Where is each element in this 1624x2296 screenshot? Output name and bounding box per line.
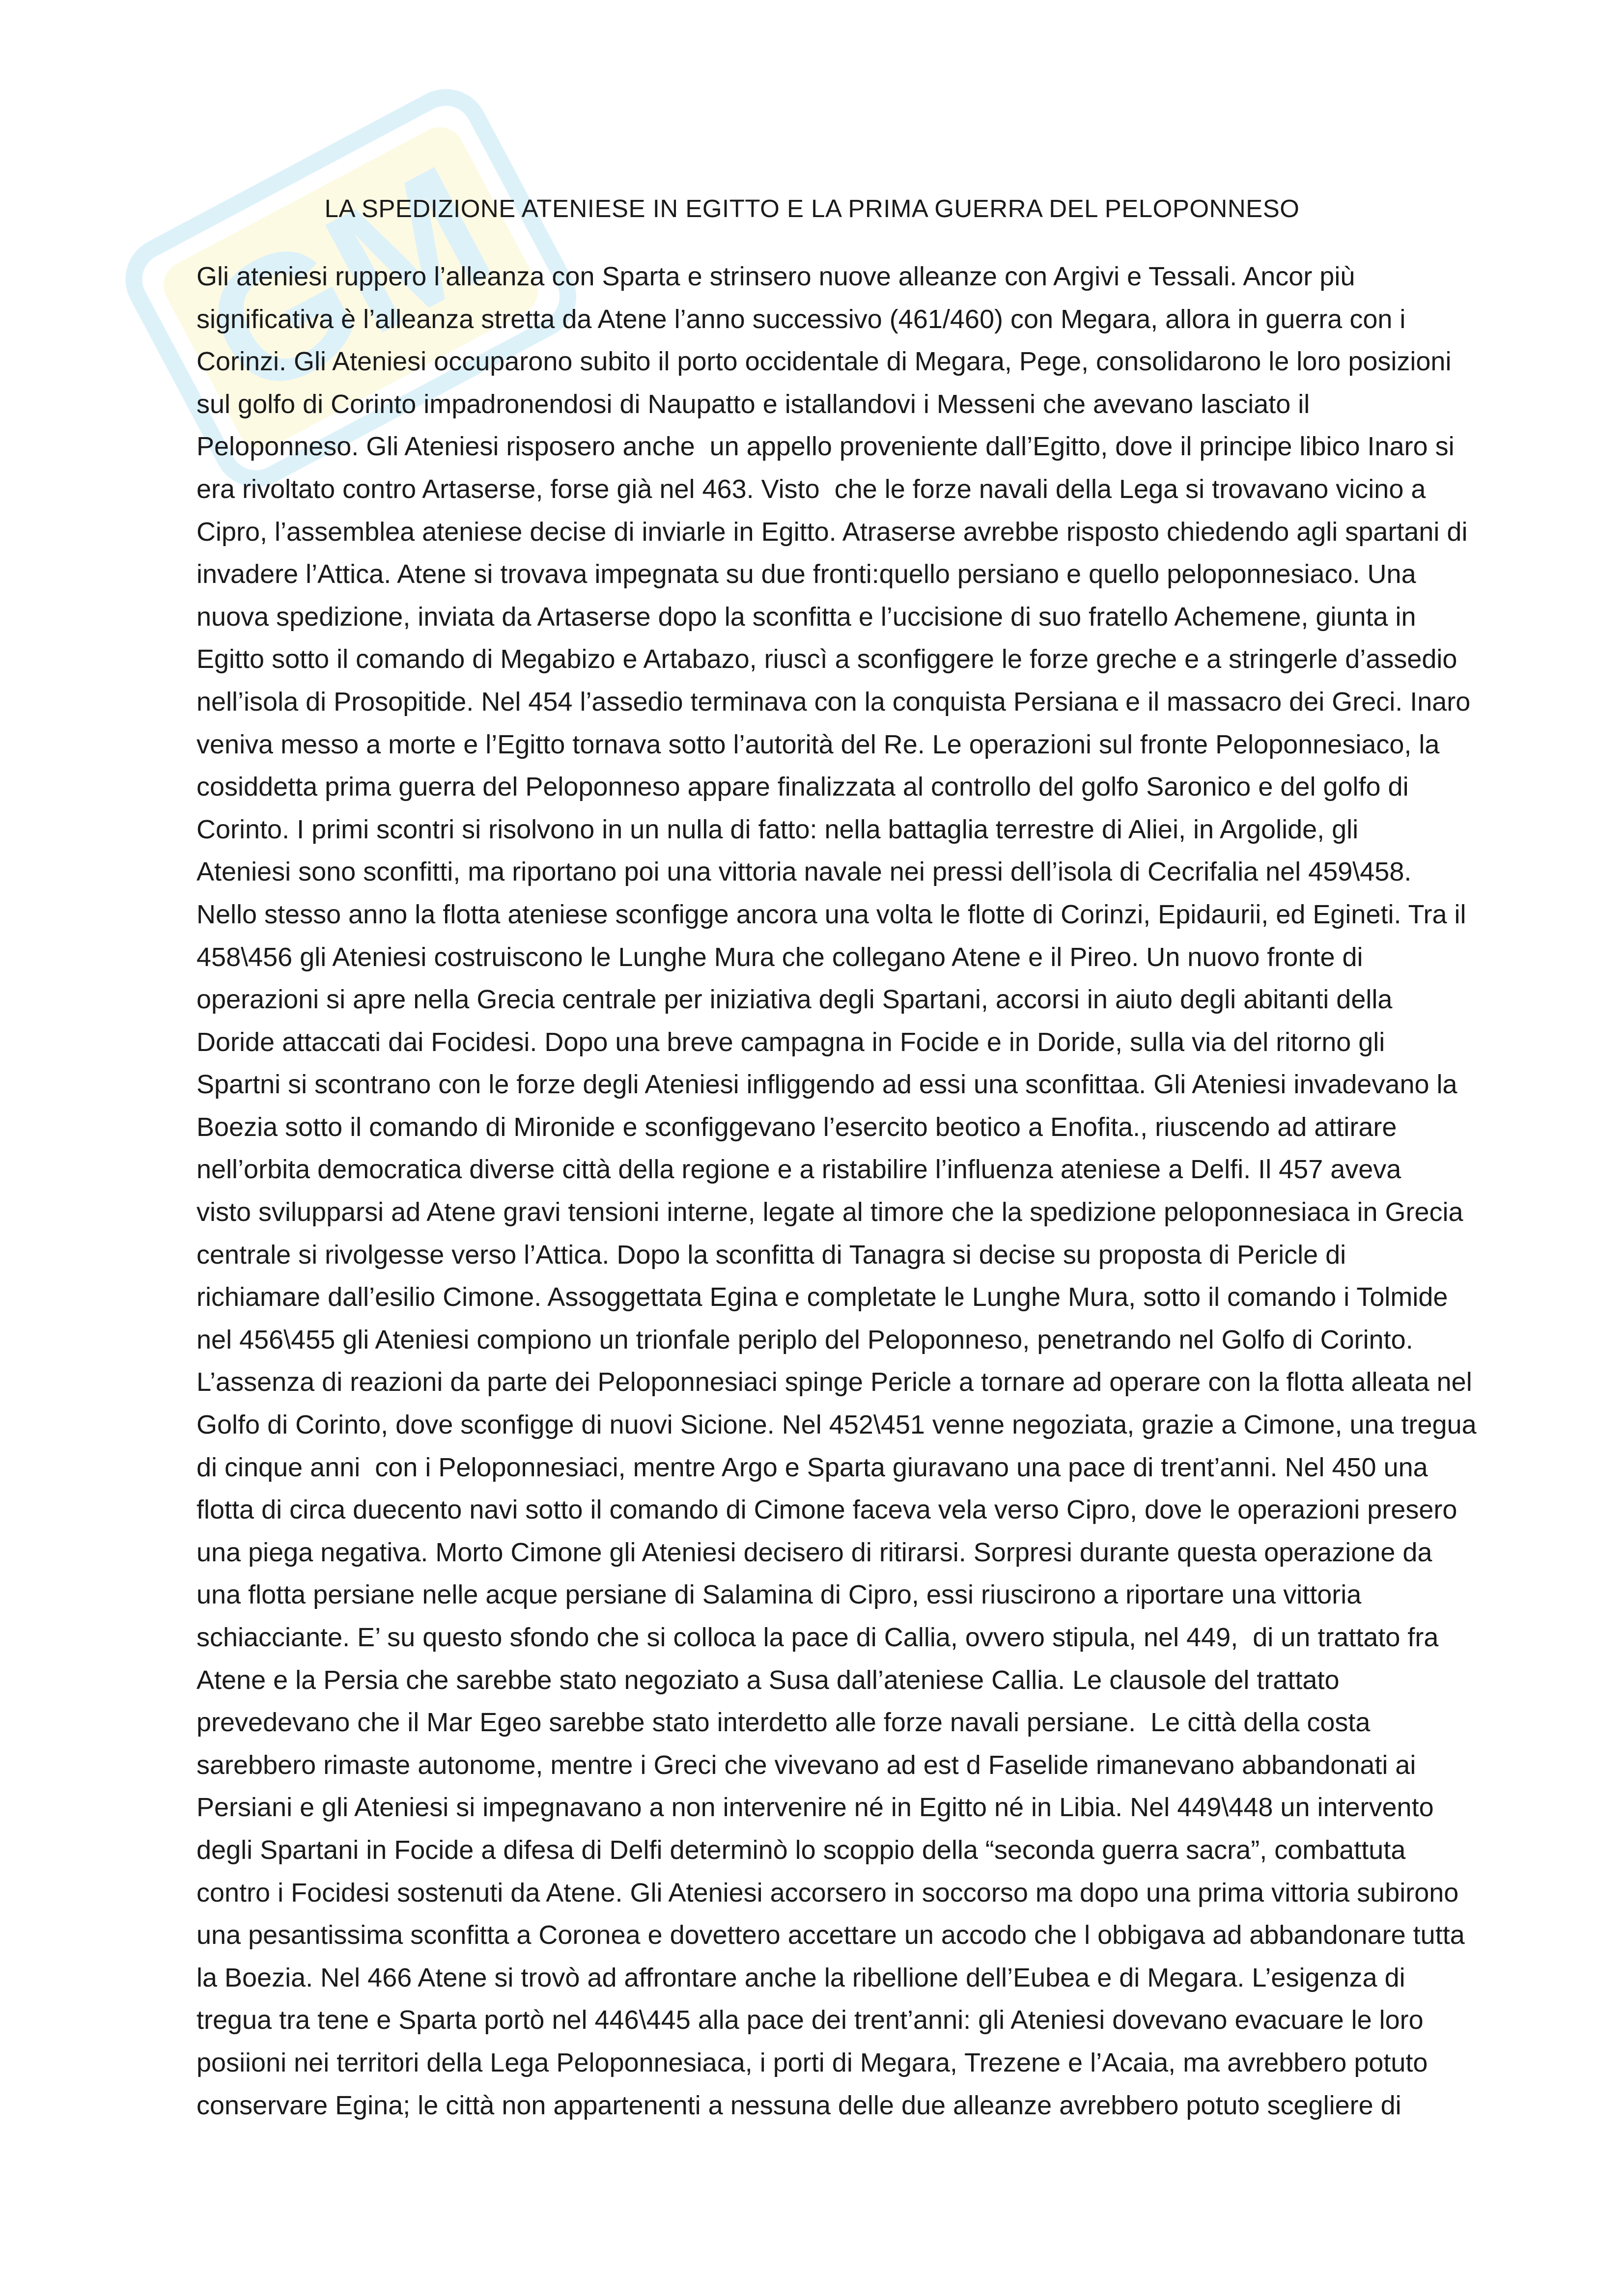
body-line: Persiani e gli Ateniesi si impegnavano a non intervenire né in Egitto né in Libia. Nel 449\448 un intervento [196, 1793, 1434, 1823]
body-line: Atene e la Persia che sarebbe stato negoziato a Susa dall’ateniese Callia. Le clausole del trattato [196, 1665, 1340, 1695]
body-line: nell’orbita democratica diverse città della regione e a ristabilire l’influenza ateniese a Delfi. Il 457 aveva [196, 1155, 1401, 1185]
body-line: 458\456 gli Ateniesi costruiscono le Lunghe Mura che collegano Atene e il Pireo. Un nuovo fronte di [196, 942, 1363, 972]
page-title: LA SPEDIZIONE ATENIESE IN EGITTO E LA PRIMA GUERRA DEL PELOPONNESO [324, 194, 1300, 222]
watermark-label: GM [175, 128, 520, 436]
body-line: Spartni si scontrano con le forze degli Ateniesi infliggendo ad essi una sconfittaa. Gli Ateniesi invadevano la [196, 1070, 1457, 1100]
body-line: Cipro, l’assemblea ateniese decise di inviarle in Egitto. Atraserse avrebbe risposto chiedendo agli spartani di [196, 517, 1468, 547]
body-text [196, 255, 1477, 2127]
body-line: Ateniesi sono sconfitti, ma riportano poi una vittoria navale nei pressi dell’isola di Cecrifalia nel 459\458. [196, 857, 1412, 887]
body-line: nel 456\455 gli Ateniesi compiono un trionfale periplo del Peloponneso, penetrando nel Golfo di Corinto. [196, 1325, 1413, 1355]
body-line: tregua tra tene e Sparta portò nel 446\445 alla pace dei trent’anni: gli Ateniesi dovevano evacuare le loro [196, 2005, 1424, 2035]
body-line: nuova spedizione, inviata da Artaserse dopo la sconfitta e l’uccisione di suo fratello Achemene, giunta in [196, 602, 1416, 632]
body-line: invadere l’Attica. Atene si trovava impegnata su due fronti:quello persiano e quello peloponnesiaco. Una [196, 559, 1416, 589]
body-line: richiamare dall’esilio Cimone. Assoggettata Egina e completate le Lunghe Mura, sotto il comando i Tolmide [196, 1282, 1448, 1312]
body-line: centrale si rivolgesse verso l’Attica. Dopo la sconfitta di Tanagra si decise su proposta di Pericle di [196, 1240, 1346, 1270]
body-line: visto svilupparsi ad Atene gravi tensioni interne, legate al timore che la spedizione peloponnesiaca in Grecia [196, 1197, 1463, 1227]
body-line: contro i Focidesi sostenuti da Atene. Gli Ateniesi accorsero in soccorso ma dopo una prima vittoria subirono [196, 1878, 1459, 1908]
body-line: Corinzi. Gli Ateniesi occuparono subito il porto occidentale di Megara, Pege, consolidarono le loro posizioni [196, 347, 1452, 377]
body-line: conservare Egina; le città non appartenenti a nessuna delle due alleanze avrebbero potuto scegliere di [196, 2090, 1401, 2120]
body-line: sul golfo di Corinto impadronendosi di Naupatto e istallandovi i Messeni che avevano lasciato il [196, 389, 1310, 419]
body-line: Golfo di Corinto, dove sconfigge di nuovi Sicione. Nel 452\451 venne negoziata, grazie a Cimone, una tregua [196, 1410, 1477, 1440]
body-line: posiioni nei territori della Lega Peloponnesiaca, i porti di Megara, Trezene e l’Acaia, ma avrebbero potuto [196, 2047, 1428, 2077]
body-line: Boezia sotto il comando di Mironide e sconfiggevano l’esercito beotico a Enofita., riuscendo ad attirare [196, 1112, 1397, 1142]
body-line: significativa è l’alleanza stretta da Atene l’anno successivo (461/460) con Megara, allora in guerra con i [196, 304, 1406, 334]
body-line: degli Spartani in Focide a difesa di Delfi determinò lo scoppio della “seconda guerra sacra”, combattuta [196, 1835, 1406, 1865]
body-line: sarebbero rimaste autonome, mentre i Greci che vivevano ad est d Faselide rimanevano abbandonati ai [196, 1750, 1416, 1780]
body-line: prevedevano che il Mar Egeo sarebbe stato interdetto alle forze navali persiane. Le città della costa [196, 1708, 1371, 1738]
body-line: Doride attaccati dai Focidesi. Dopo una breve campagna in Focide e in Doride, sulla via del ritorno gli [196, 1027, 1385, 1057]
body-line: Gli ateniesi ruppero l’alleanza con Sparta e strinsero nuove alleanze con Argivi e Tessali. Ancor più [196, 262, 1355, 291]
body-line: cosiddetta prima guerra del Peloponneso appare finalizzata al controllo del golfo Saronico e del golfo di [196, 772, 1409, 802]
body-line: una flotta persiane nelle acque persiane di Salamina di Cipro, essi riuscirono a riportare una vittoria [196, 1580, 1362, 1610]
body-line: di cinque anni con i Peloponnesiaci, mentre Argo e Sparta giuravano una pace di trent’anni. Nel 450 una [196, 1452, 1428, 1482]
body-line: nell’isola di Prosopitide. Nel 454 l’assedio terminava con la conquista Persiana e il massacro dei Greci. Inaro [196, 687, 1471, 717]
body-line: veniva messo a morte e l’Egitto tornava sotto l’autorità del Re. Le operazioni sul fronte Peloponnesiaco, la [196, 729, 1440, 759]
body-line: operazioni si apre nella Grecia centrale per iniziativa degli Spartani, accorsi in aiuto degli abitanti della [196, 985, 1393, 1015]
body-line: L’assenza di reazioni da parte dei Peloponnesiaci spinge Pericle a tornare ad operare con la flotta alleata nel [196, 1367, 1472, 1397]
body-line: una pesantissima sconfitta a Coronea e dovettero accettare un accodo che l obbigava ad abbandonare tutta [196, 1920, 1465, 1950]
body-line: la Boezia. Nel 466 Atene si trovò ad affrontare anche la ribellione dell’Eubea e di Megara. L’esigenza di [196, 1963, 1405, 1992]
body-line: schiacciante. E’ su questo sfondo che si colloca la pace di Callia, ovvero stipula, nel 449, di un trattato fra [196, 1623, 1439, 1652]
body-line: Nello stesso anno la flotta ateniese sconfigge ancora una volta le flotte di Corinzi, Epidaurii, ed Egineti. Tra il [196, 899, 1466, 929]
body-line: Peloponneso. Gli Ateniesi risposero anche un appello proveniente dall’Egitto, dove il principe libico Inaro si [196, 432, 1455, 462]
body-line: una piega negativa. Morto Cimone gli Ateniesi decisero di ritirarsi. Sorpresi durante questa operazione da [196, 1537, 1432, 1567]
body-line: era rivoltato contro Artaserse, forse già nel 463. Visto che le forze navali della Lega si trovavano vicino a [196, 474, 1426, 504]
body-line: Egitto sotto il comando di Megabizo e Artabazo, riuscì a sconfiggere le forze greche e a stringerle d’assedio [196, 644, 1457, 674]
body-line: flotta di circa duecento navi sotto il comando di Cimone faceva vela verso Cipro, dove le operazioni presero [196, 1495, 1457, 1525]
body-line: Corinto. I primi scontri si risolvono in un nulla di fatto: nella battaglia terrestre di Aliei, in Argolide, gli [196, 814, 1359, 844]
